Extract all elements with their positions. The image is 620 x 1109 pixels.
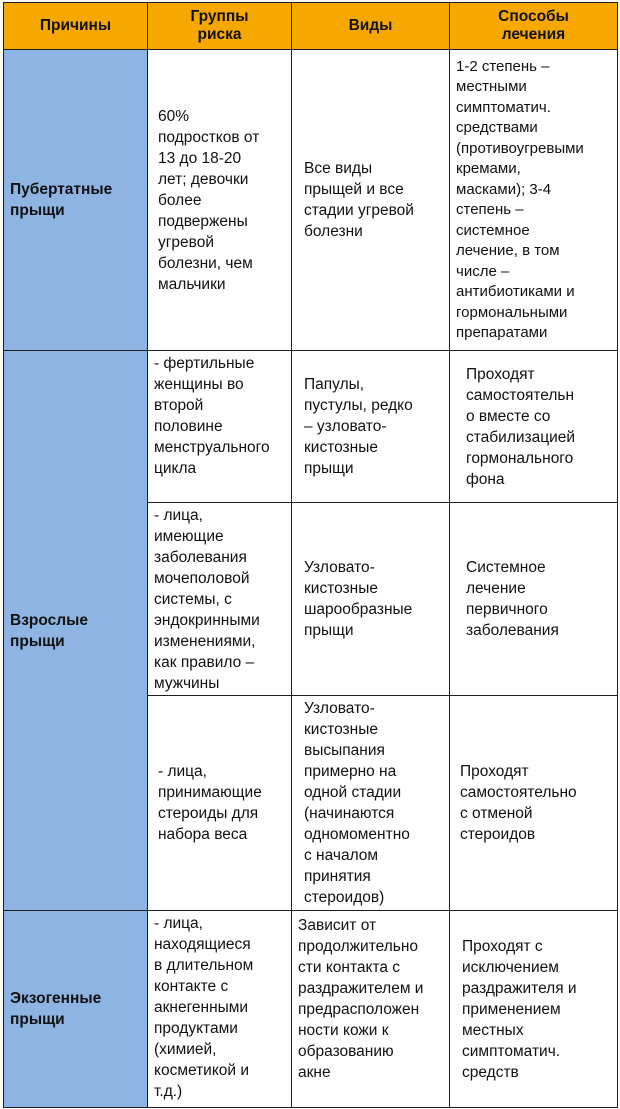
- risk-cell: - фертильные женщины во второй половине менструального цикла: [148, 351, 292, 503]
- treatment-cell: Проходят самостоятельно с отменой стероидов: [450, 696, 618, 911]
- types-cell: Папулы, пустулы, редко – узловато- кистозные прыщи: [292, 351, 450, 503]
- table-row: [4, 911, 618, 1108]
- risk-cell: 60% подростков от 13 до 18-20 лет; девочки более подвержены угревой болезни, чем мальчики: [148, 50, 292, 351]
- risk-cell: - лица, находящиеся в длительном контакте с акнегенными продуктами (химией, косметикой и т.д.): [148, 911, 292, 1108]
- table-row: [4, 50, 618, 351]
- header-row: [4, 3, 618, 50]
- treatment-cell: Системное лечение первичного заболевания: [450, 503, 618, 696]
- header-risk-groups: Группы риска: [148, 3, 292, 50]
- types-cell: Узловато- кистозные шарообразные прыщи: [292, 503, 450, 696]
- treatment-cell: Проходят самостоятельн о вместе со стабилизацией гормонального фона: [450, 351, 618, 503]
- risk-cell: - лица, принимающие стероиды для набора веса: [148, 696, 292, 911]
- treatment-cell: Проходят с исключением раздражителя и применением местных симптоматич. средств: [450, 911, 618, 1108]
- acne-causes-table: [3, 2, 618, 1108]
- table-row: [4, 351, 618, 503]
- cause-cell: Экзогенные прыщи: [4, 911, 148, 1108]
- treatment-cell: 1-2 степень – местными симптоматич. средствами (противоугревыми кремами, масками); 3-4 степень – системное лечение, в том числе – антибиотиками и гормональными препаратами: [450, 50, 618, 351]
- header-causes: Причины: [4, 3, 148, 50]
- header-treatment: Способы лечения: [450, 3, 618, 50]
- cause-cell: Взрослые прыщи: [4, 351, 148, 911]
- types-cell: Все виды прыщей и все стадии угревой болезни: [292, 50, 450, 351]
- header-types: Виды: [292, 3, 450, 50]
- types-cell: Узловато- кистозные высыпания примерно на одной стадии (начинаются одномоментно с началом принятия стероидов): [292, 696, 450, 911]
- cause-cell: Пубертатные прыщи: [4, 50, 148, 351]
- types-cell: Зависит от продолжительно сти контакта с раздражителем и предрасположен ности кожи к образованию акне: [292, 911, 450, 1108]
- risk-cell: - лица, имеющие заболевания мочеполовой системы, с эндокринными изменениями, как правило – мужчины: [148, 503, 292, 696]
